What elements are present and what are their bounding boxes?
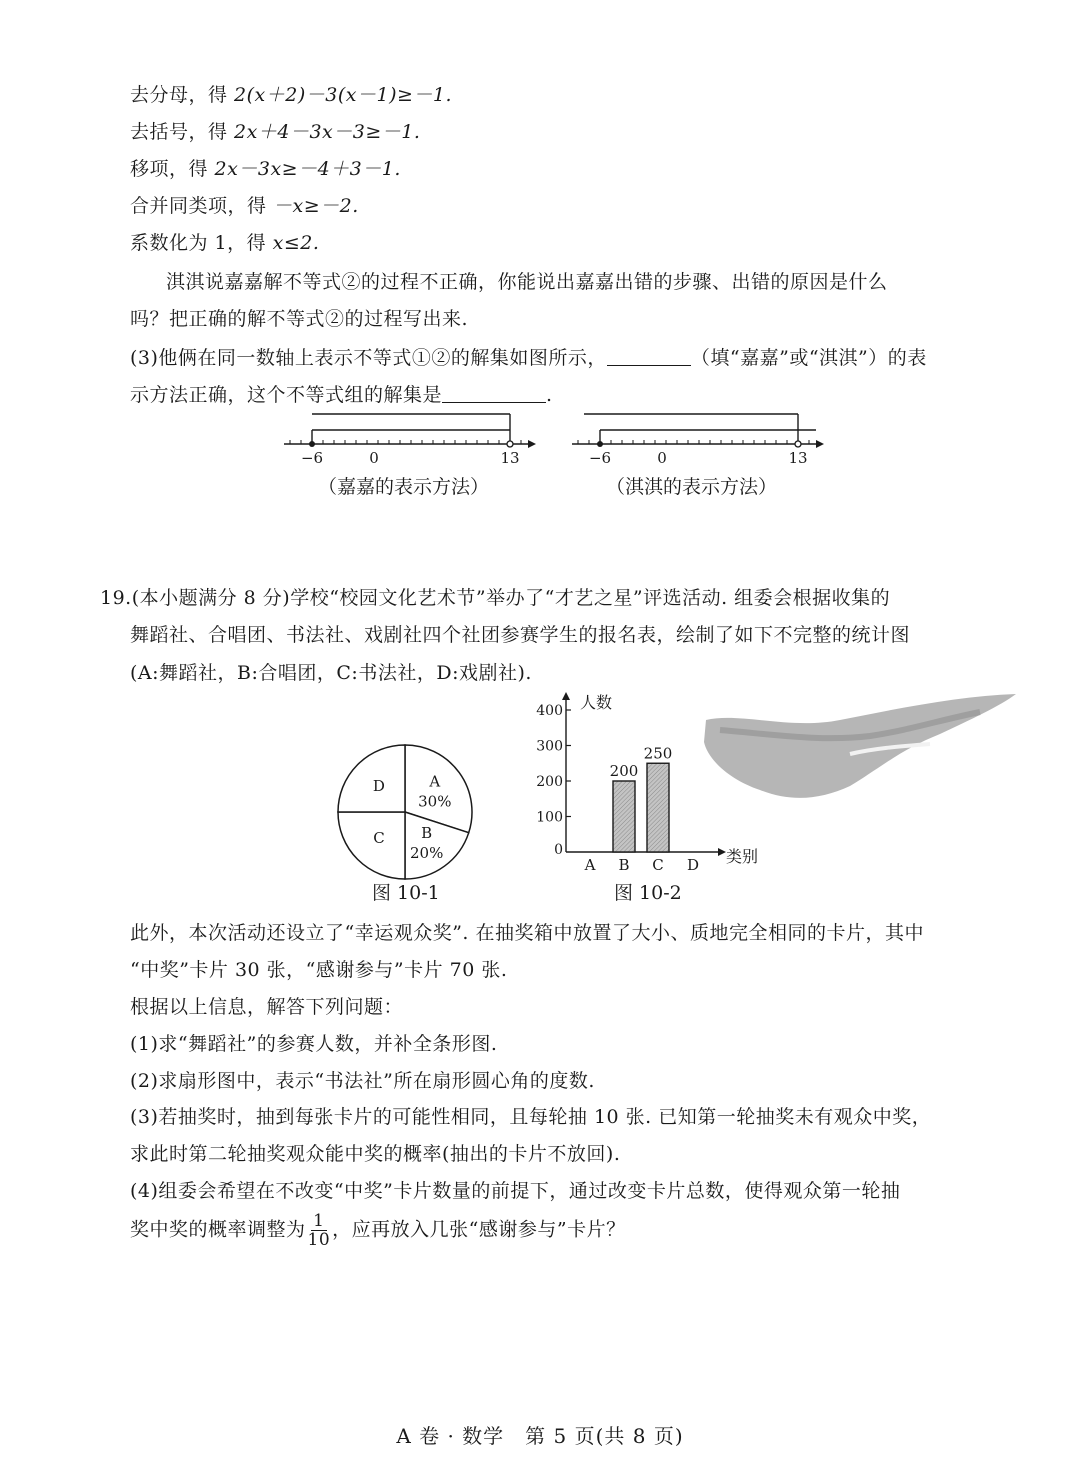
pie-label-b: B 20% xyxy=(409,823,444,862)
x-tick-label: D xyxy=(686,856,700,874)
bar-caption: 图 10-2 xyxy=(614,882,682,904)
closed-dot xyxy=(309,441,315,447)
page-footer: A 卷 · 数学 第 5 页(共 8 页) xyxy=(396,1424,684,1448)
q19-after-3: 根据以上信息，解答下列问题： xyxy=(130,996,404,1018)
q19-line-1: 19.(本小题满分 8 分)学校“校园文化艺术节”举办了“才艺之星”评选活动. 组委会根据收集的 xyxy=(100,587,891,609)
closed-dot xyxy=(597,441,603,447)
y-axis-label: 人数 xyxy=(580,693,613,712)
tick-label: 13 xyxy=(500,449,520,467)
x-tick-label: B xyxy=(618,856,630,874)
q19-after-1: 此外，本次活动还设立了“幸运观众奖”. 在抽奖箱中放置了大小、质地完全相同的卡片，其中 xyxy=(130,922,925,944)
q19-sub-1: (1)求“舞蹈社”的参赛人数，并补全条形图. xyxy=(130,1033,498,1055)
pie-label-a: A 30% xyxy=(418,772,452,811)
step-5: 系数化为 1，得 x≤2. xyxy=(130,232,320,254)
q18-part3-line1: (3)他俩在同一数轴上表示不等式①②的解集如图所示， （填“嘉嘉”或“淇淇”）的表 xyxy=(130,347,927,369)
number-line-jiajia xyxy=(280,408,540,468)
y-tick-label: 300 xyxy=(536,738,563,755)
q19-sub-3a: (3)若抽奖时，抽到每张卡片的可能性相同，且每轮抽 10 张. 已知第一轮抽奖未有观众中奖， xyxy=(130,1106,932,1128)
caption-qiqi: （淇淇的表示方法） xyxy=(606,476,778,498)
q19-sub-4a: (4)组委会希望在不改变“中奖”卡片数量的前提下，通过改变卡片总数，使得观众第一轮抽 xyxy=(130,1180,901,1202)
scan-smudge xyxy=(700,690,1020,810)
tick-label: −6 xyxy=(588,449,612,467)
answer-blank-1[interactable] xyxy=(607,347,691,366)
step-4: 合并同类项，得 －x≥－2. xyxy=(130,195,359,217)
bar-b xyxy=(613,781,635,852)
fraction: $\frac{1}{10}$ xyxy=(307,1211,331,1250)
pie-label-d: D xyxy=(372,776,385,795)
q19-line-2: 舞蹈社、合唱团、书法社、戏剧社四个社团参赛学生的报名表，绘制了如下不完整的统计图 xyxy=(130,624,911,646)
y-tick-label: 400 xyxy=(536,703,563,719)
x-tick-label: A xyxy=(584,856,596,874)
x-axis-label: 类别 xyxy=(726,847,759,866)
pie-slice-c xyxy=(338,812,405,879)
pie-chart xyxy=(330,740,480,885)
tick-label: −6 xyxy=(300,449,324,467)
q19-line-3: (A:舞蹈社，B:合唱团，C:书法社，D:戏剧社). xyxy=(130,662,532,684)
y-tick-label: 200 xyxy=(536,774,563,790)
tick-label: 0 xyxy=(369,449,379,467)
q19-sub-3b: 求此时第二轮抽奖观众能中奖的概率(抽出的卡片不放回). xyxy=(130,1143,621,1165)
x-axis-arrow xyxy=(718,848,726,856)
step-2: 去括号，得 2x＋4－3x－3≥－1. xyxy=(130,121,421,143)
q18-para-1: 淇淇说嘉嘉解不等式②的过程不正确，你能说出嘉嘉出错的步骤、出错的原因是什么 xyxy=(166,271,888,293)
bar-data-label: 200 xyxy=(609,762,639,780)
pie-caption: 图 10-1 xyxy=(372,882,440,904)
q18-para-2: 吗？把正确的解不等式②的过程写出来. xyxy=(130,308,469,330)
open-dot xyxy=(507,441,513,447)
answer-blank-2[interactable] xyxy=(442,384,546,403)
tick-label: 0 xyxy=(657,449,667,467)
q18-part3-line2: 示方法正确，这个不等式组的解集是 . xyxy=(130,384,553,406)
step-3: 移项，得 2x－3x≥－4＋3－1. xyxy=(130,158,401,180)
y-tick-label: 0 xyxy=(554,842,563,858)
q19-sub-4b: 奖中奖的概率调整为 $\frac{1}{10}$ ，应再放入几张“感谢参与”卡片？ xyxy=(130,1211,626,1250)
number-line-qiqi xyxy=(568,408,828,468)
q19-after-2: “中奖”卡片 30 张，“感谢参与”卡片 70 张. xyxy=(130,959,508,981)
q19-sub-2: (2)求扇形图中，表示“书法社”所在扇形圆心角的度数. xyxy=(130,1070,595,1092)
bar-data-label: 250 xyxy=(643,744,673,763)
pie-slice-d xyxy=(338,745,405,812)
x-tick-label: C xyxy=(652,856,664,874)
y-tick-label: 100 xyxy=(536,809,563,826)
open-dot xyxy=(795,441,801,447)
tick-label: 13 xyxy=(788,449,808,467)
bar-c xyxy=(647,763,669,852)
y-axis-arrow xyxy=(562,692,570,700)
pie-label-c: C xyxy=(373,829,385,848)
step-1: 去分母，得 2(x＋2)－3(x－1)≥－1. xyxy=(130,84,453,106)
caption-jiajia: （嘉嘉的表示方法） xyxy=(318,476,490,498)
